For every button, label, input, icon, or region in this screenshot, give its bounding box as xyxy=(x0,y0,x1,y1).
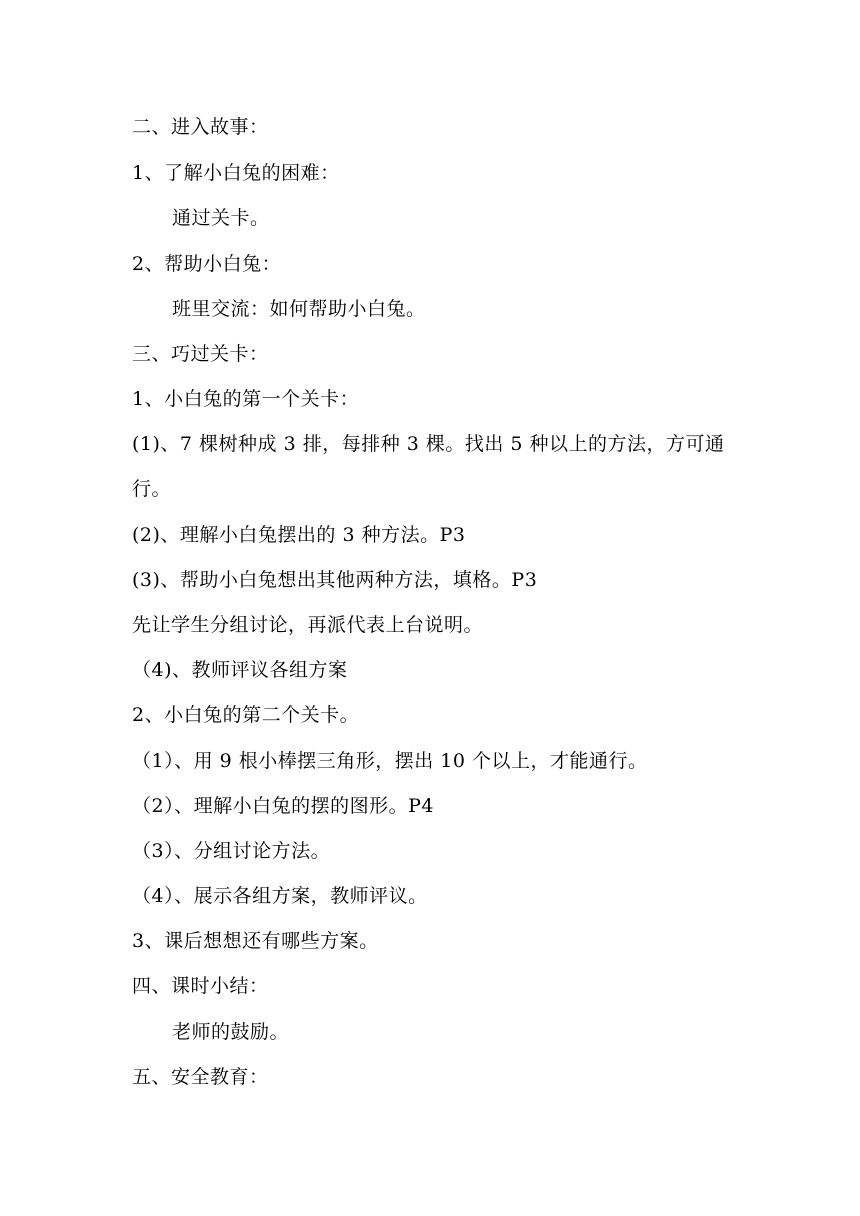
text-teacher-encouragement: 老师的鼓励。 xyxy=(172,1021,290,1043)
item-understand-difficulty: 1、了解小白兔的困难： xyxy=(132,162,340,184)
item-second-checkpoint: 2、小白兔的第二个关卡。 xyxy=(132,704,360,726)
item-first-checkpoint: 1、小白兔的第一个关卡： xyxy=(132,388,360,410)
text-help-think: (3)、帮助小白兔想出其他两种方法，填格。P3 xyxy=(132,569,538,591)
text-understand-methods: (2)、理解小白兔摆出的 3 种方法。P3 xyxy=(132,524,466,546)
text-teacher-review: （4)、教师评议各组方案 xyxy=(132,659,348,681)
section-heading-checkpoints: 三、巧过关卡： xyxy=(132,343,269,365)
text-stick-triangles: （1）、用 9 根小棒摆三角形，摆出 10 个以上，才能通行。 xyxy=(132,750,648,772)
text-tree-puzzle: (1)、7 棵树种成 3 排，每排种 3 棵。找出 5 种以上的方法，方可通 xyxy=(132,433,725,455)
section-heading-safety: 五、安全教育： xyxy=(132,1066,269,1088)
section-heading-story: 二、进入故事： xyxy=(132,116,269,138)
item-after-class: 3、课后想想还有哪些方案。 xyxy=(132,930,379,952)
text-show-plans: （4）、展示各组方案，教师评议。 xyxy=(132,885,428,907)
text-understand-shapes: （2）、理解小白兔的摆的图形。P4 xyxy=(132,795,434,817)
item-help-rabbit: 2、帮助小白兔： xyxy=(132,253,282,275)
text-group-discussion: 先让学生分组讨论，再派代表上台说明。 xyxy=(132,614,484,636)
section-heading-summary: 四、课时小结： xyxy=(132,975,269,997)
text-class-discussion: 班里交流：如何帮助小白兔。 xyxy=(172,298,426,320)
text-group-methods: （3）、分组讨论方法。 xyxy=(132,840,331,862)
text-pass-checkpoint: 通过关卡。 xyxy=(172,207,270,229)
text-tree-puzzle-cont: 行。 xyxy=(132,478,172,500)
